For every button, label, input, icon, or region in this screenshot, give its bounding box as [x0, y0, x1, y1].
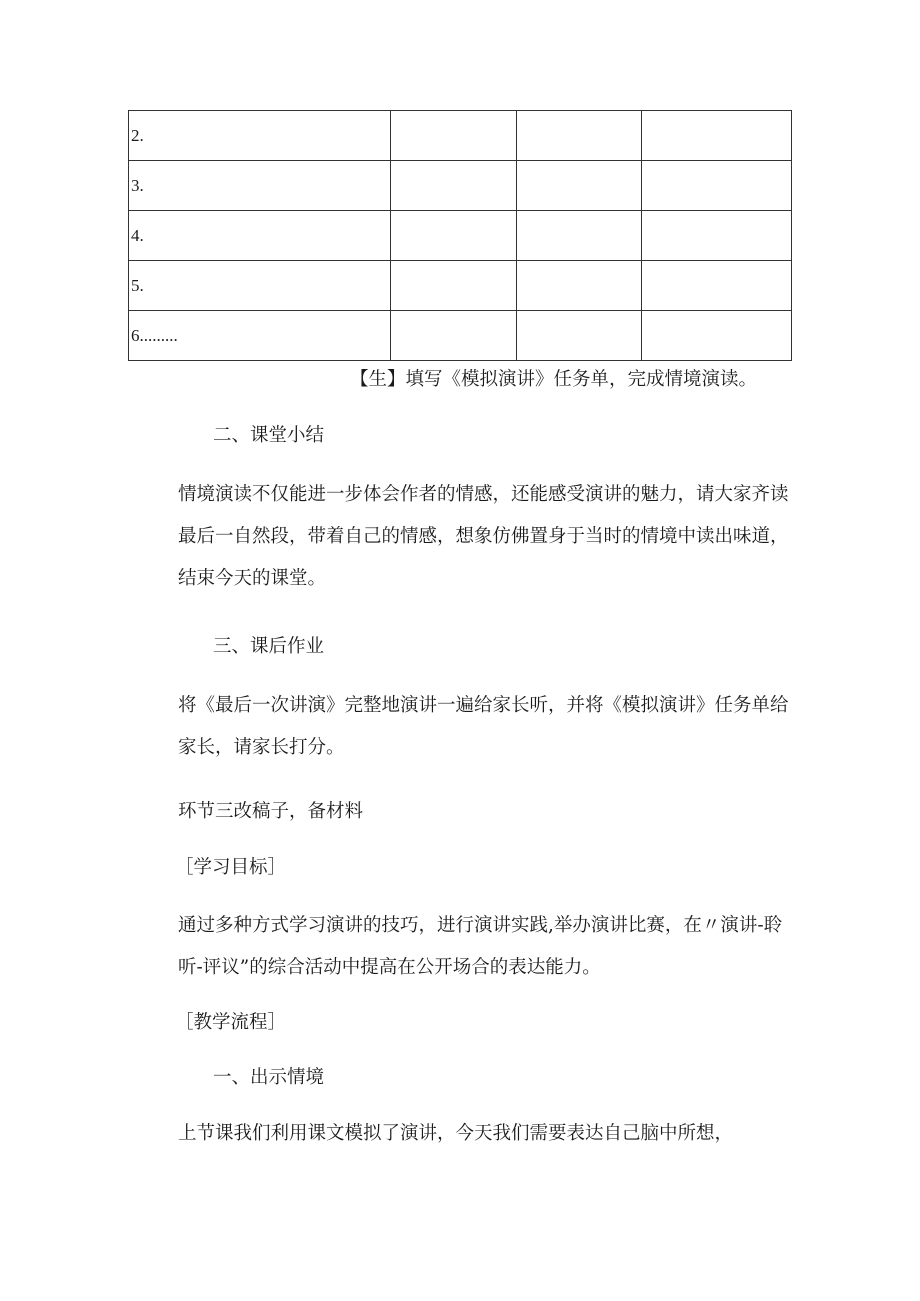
table-cell — [391, 211, 517, 261]
table-cell: 2. — [129, 111, 391, 161]
table-cell — [642, 161, 792, 211]
table-cell — [517, 311, 642, 361]
student-note: 【生】填写《模拟演讲》任务单，完成情境演读。 — [350, 369, 758, 390]
table-row — [129, 211, 792, 261]
section3-heading: 三、课后作业 — [213, 636, 325, 657]
table-cell — [517, 161, 642, 211]
table-cell — [517, 111, 642, 161]
table-row — [129, 261, 792, 311]
objectives-body: 通过多种方式学习演讲的技巧，进行演讲实践,举办演讲比赛，在〃演讲-聆听-评议”的综合活动中提高在公开场合的表达能力。 — [178, 915, 783, 978]
section2-heading: 二、课堂小结 — [213, 425, 325, 446]
table-cell: 5. — [129, 261, 391, 311]
table-row — [129, 111, 792, 161]
table-cell — [642, 111, 792, 161]
table-cell — [391, 161, 517, 211]
table-cell — [642, 311, 792, 361]
table-cell — [517, 261, 642, 311]
table-cell: 3. — [129, 161, 391, 211]
table-cell: 6......... — [129, 311, 391, 361]
task-table — [128, 110, 792, 361]
table-cell — [642, 261, 792, 311]
table-cell — [642, 211, 792, 261]
process-step1-body: 上节课我们利用课文模拟了演讲，今天我们需要表达自己脑中所想， — [178, 1123, 734, 1144]
section3-body: 将《最后一次讲演》完整地演讲一遍给家长听，并将《模拟演讲》任务单给家长，请家长打分。 — [178, 695, 789, 758]
objectives-label: ［学习目标］ — [175, 857, 287, 878]
section2-body: 情境演读不仅能进一步体会作者的情感，还能感受演讲的魅力，请大家齐读最后一自然段，带着自己的情感，想象仿佛置身于当时的情境中读出味道，结束今天的课堂。 — [178, 484, 789, 589]
table-cell — [391, 311, 517, 361]
process-step1-heading: 一、出示情境 — [213, 1067, 325, 1088]
table-row — [129, 161, 792, 211]
table-row — [129, 311, 792, 361]
table-cell — [517, 211, 642, 261]
table-cell — [391, 261, 517, 311]
table-cell: 4. — [129, 211, 391, 261]
table-cell — [391, 111, 517, 161]
stage3-title: 环节三改稿子，备材料 — [178, 801, 364, 822]
process-label: ［教学流程］ — [175, 1012, 287, 1033]
